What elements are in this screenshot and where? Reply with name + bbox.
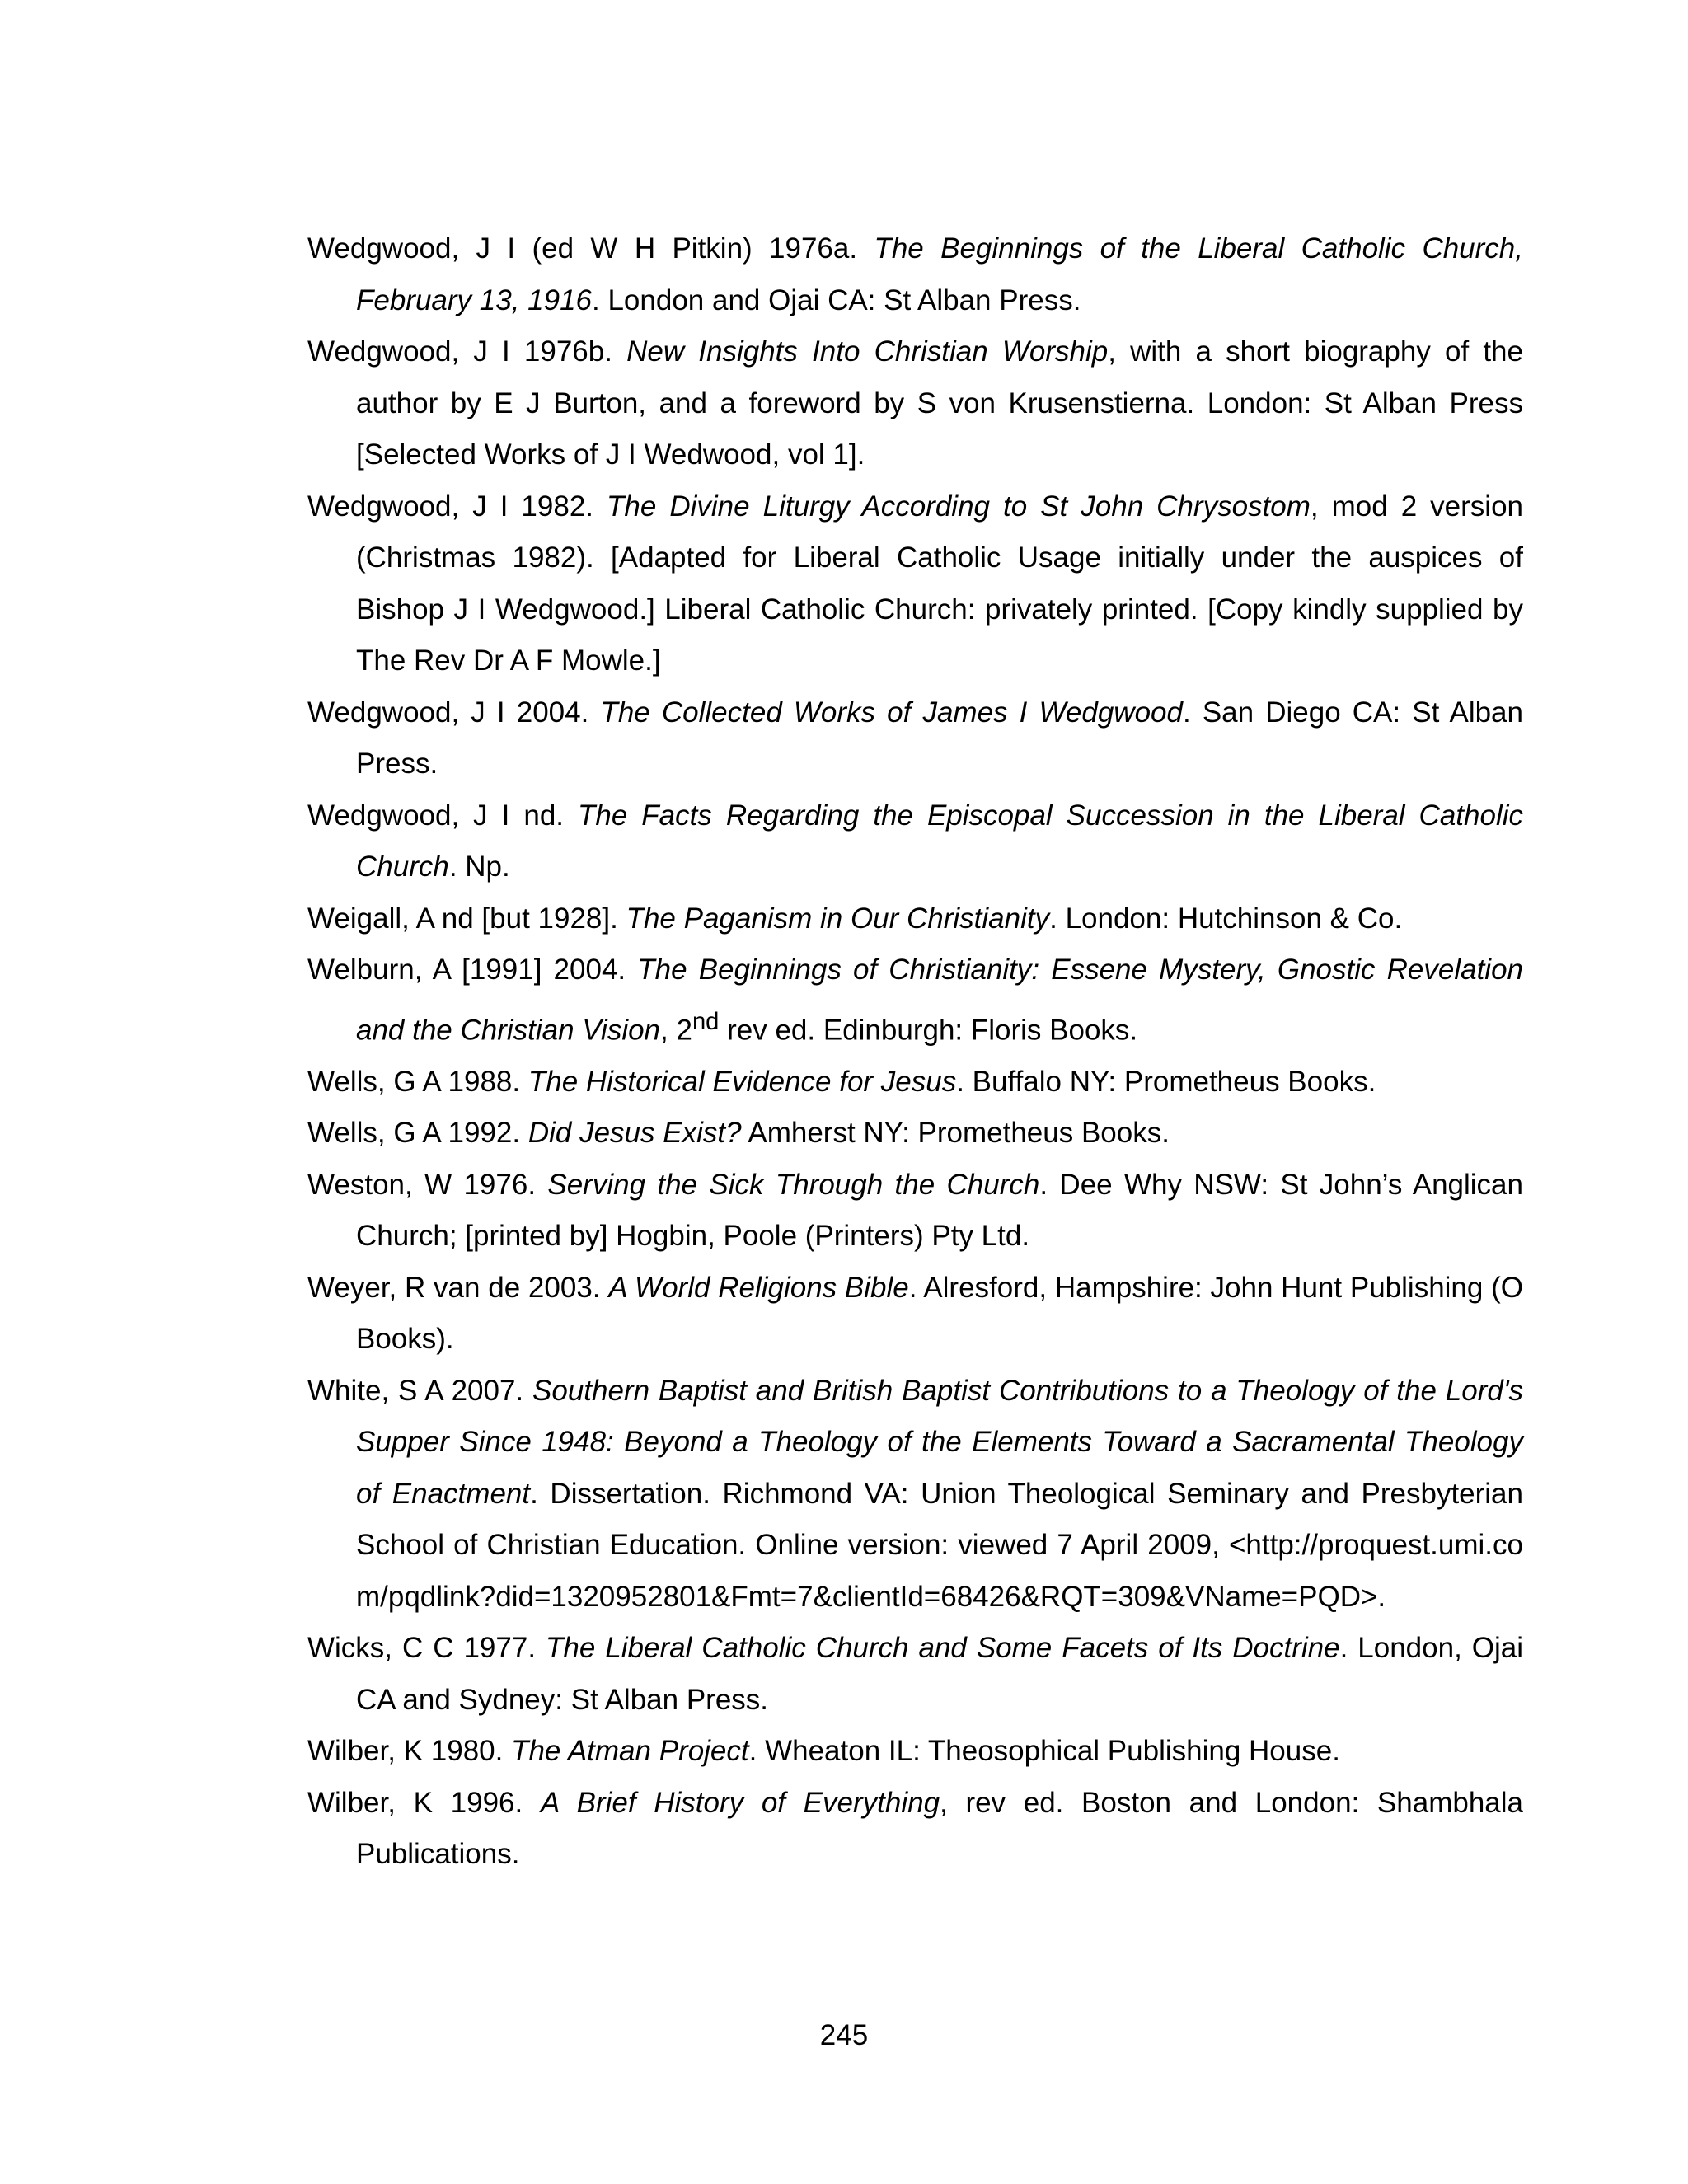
entry-details: . San Diego CA: St Alban Press. xyxy=(356,696,1523,780)
entry-author: Welburn, A [1991] 2004. xyxy=(307,954,638,986)
entry-title: The Historical Evidence for Jesus xyxy=(528,1065,957,1098)
bibliography-list xyxy=(307,223,1523,1881)
entry-title: The Liberal Catholic Church and Some Facets of Its Doctrine xyxy=(546,1632,1340,1665)
bibliography-entry xyxy=(307,481,1523,687)
bibliography-entry xyxy=(307,687,1523,790)
entry-author: Weyer, R van de 2003. xyxy=(307,1271,609,1304)
entry-url: <http://proquest.umi.com/pqdlink?did=1320952801&Fmt=7&clientId=68426&RQT=309&VName=PQD>. xyxy=(356,1529,1523,1613)
bibliography-entry xyxy=(307,944,1523,1057)
entry-author: Weigall, A nd [but 1928]. xyxy=(307,902,626,935)
entry-title: A Brief History of Everything xyxy=(540,1786,940,1819)
entry-title: Did Jesus Exist? xyxy=(528,1117,742,1150)
entry-title: Serving the Sick Through the Church xyxy=(547,1168,1040,1201)
ordinal-superscript: nd xyxy=(692,1008,720,1035)
entry-author: Wedgwood, J I (ed W H Pitkin) 1976a. xyxy=(307,232,874,265)
entry-title: New Insights Into Christian Worship xyxy=(626,335,1109,368)
bibliography-entry xyxy=(307,1263,1523,1366)
bibliography-entry xyxy=(307,223,1523,326)
entry-title: Southern Baptist and British Baptist Contributions to a Theology of the Lord's Supper Since 1948: Beyond a Theology of the Elements Toward a Sacramental Theology of Enactment xyxy=(356,1374,1524,1510)
entry-title: The Collected Works of James I Wedgwood xyxy=(600,696,1183,729)
entry-details: . Buffalo NY: Prometheus Books. xyxy=(956,1065,1376,1098)
entry-title: A World Religions Bible xyxy=(608,1271,909,1304)
entry-author: Wilber, K 1996. xyxy=(307,1786,541,1819)
entry-details: , rev ed. Boston and London: Shambhala Publications. xyxy=(356,1786,1523,1871)
entry-details: . Wheaton IL: Theosophical Publishing House. xyxy=(748,1735,1340,1768)
bibliography-entry xyxy=(307,1108,1523,1160)
entry-author: Wilber, K 1980. xyxy=(307,1735,512,1768)
entry-title: The Facts Regarding the Episcopal Succession in the Liberal Catholic Church xyxy=(356,799,1523,883)
entry-author: Wedgwood, J I 2004. xyxy=(307,696,601,729)
entry-details: . Alresford, Hampshire: John Hunt Publishing (O Books). xyxy=(356,1271,1523,1356)
entry-title: The Paganism in Our Christianity xyxy=(626,902,1050,935)
entry-author: Wedgwood, J I nd. xyxy=(307,799,578,832)
bibliography-entry xyxy=(307,1623,1523,1726)
entry-author: Wicks, C C 1977. xyxy=(307,1632,546,1665)
entry-edition: , 2 xyxy=(660,1014,692,1047)
bibliography-entry xyxy=(307,1160,1523,1263)
entry-details: . Dissertation. Richmond VA: Union Theological Seminary and Presbyterian School of Christian Education. Online version: viewed 7 April 2009, xyxy=(356,1477,1523,1562)
page-number: 245 xyxy=(819,2019,869,2051)
entry-details: . Dee Why NSW: St John’s Anglican Church; [printed by] Hogbin, Poole (Printers) Pty Ltd. xyxy=(356,1168,1523,1253)
entry-author: Weston, W 1976. xyxy=(307,1168,548,1201)
bibliography-entry xyxy=(307,1057,1523,1108)
entry-details: . London and Ojai CA: St Alban Press. xyxy=(592,284,1081,316)
entry-author: White, S A 2007. xyxy=(307,1374,533,1407)
bibliography-entry xyxy=(307,1726,1523,1778)
bibliography-entry xyxy=(307,1778,1523,1881)
bibliography-entry xyxy=(307,790,1523,893)
bibliography-entry xyxy=(307,893,1523,945)
bibliography-entry xyxy=(307,1366,1523,1624)
entry-details: . London, Ojai CA and Sydney: St Alban Press. xyxy=(356,1632,1523,1716)
entry-author: Wells, G A 1992. xyxy=(307,1117,528,1150)
entry-details: . Np. xyxy=(448,851,510,883)
entry-details: Amherst NY: Prometheus Books. xyxy=(741,1117,1170,1150)
entry-details: , mod 2 version (Christmas 1982). [Adapted for Liberal Catholic Usage initially under the auspices of Bishop J I Wedgwood.] Liberal Catholic Church: privately printed. [Copy kindly supplied by The Rev Dr A F Mowle.] xyxy=(356,490,1524,677)
entry-author: Wells, G A 1988. xyxy=(307,1065,528,1098)
entry-title: The Divine Liturgy According to St John Chrysostom xyxy=(607,490,1311,523)
entry-author: Wedgwood, J I 1982. xyxy=(307,490,607,523)
entry-details: rev ed. Edinburgh: Floris Books. xyxy=(719,1014,1138,1047)
entry-author: Wedgwood, J I 1976b. xyxy=(307,335,627,368)
entry-details: , with a short biography of the author by E J Burton, and a foreword by S von Krusenstierna. London: St Alban Press [Selected Works of J I Wedwood, vol 1]. xyxy=(356,335,1523,471)
entry-title: The Atman Project xyxy=(511,1735,749,1768)
entry-details: . London: Hutchinson & Co. xyxy=(1049,902,1403,935)
entry-title: The Beginnings of the Liberal Catholic Church, February 13, 1916 xyxy=(356,232,1523,316)
bibliography-entry xyxy=(307,326,1523,481)
entry-title: The Beginnings of Christianity: Essene Mystery, Gnostic Revelation and the Christian Vision xyxy=(356,954,1523,1047)
